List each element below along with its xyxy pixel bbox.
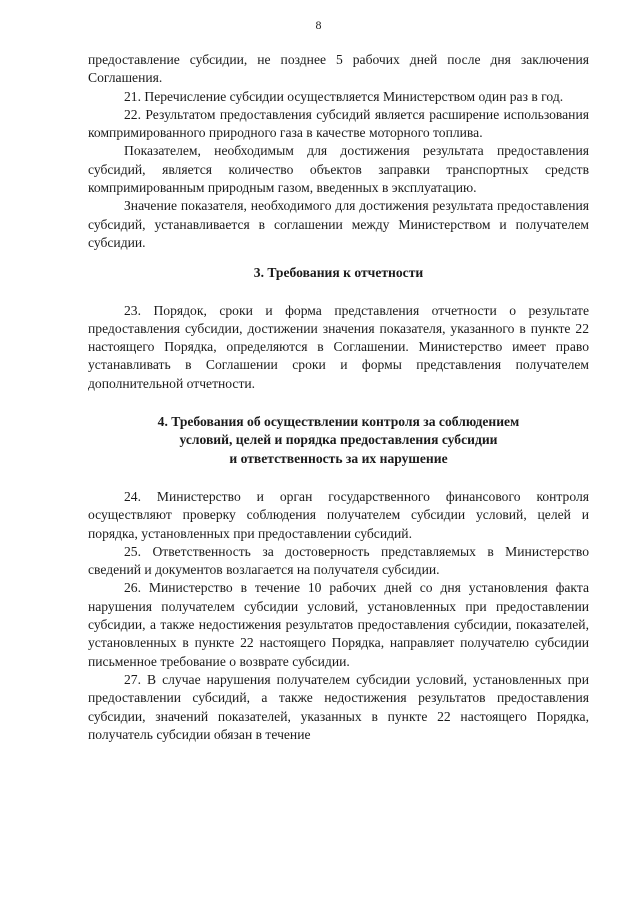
section-3-heading: 3. Требования к отчетности (253, 265, 424, 281)
paragraph-continuation: предоставление субсидии, не позднее 5 рабочих дней после дня заключения Соглашения. (88, 52, 589, 86)
paragraph-26: 26. Министерство в течение 10 рабочих дней со дня установления факта нарушения получателем субсидии условий, установленных при предоставлении субсидии, а также недостижения результатов предоставления субсидии, показателей, установленных в пункте 22 настоящего Порядка, направляет получателю субсидии письменное требование о возврате субсидии. (88, 580, 589, 669)
document-body (88, 51, 589, 744)
section-4-heading-line: условий, целей и порядка предоставления субсидии (179, 432, 498, 448)
paragraph-25: 25. Ответственность за достоверность представляемых в Министерство сведений и документов возлагается на получателя субсидии. (88, 543, 589, 578)
section-4-heading-line: 4. Требования об осуществлении контроля за соблюдением (157, 414, 520, 430)
section-4-heading-line: и ответственность за их нарушение (229, 450, 448, 466)
section-4-heading (88, 413, 589, 468)
paragraph-21: 21. Перечисление субсидии осуществляется Министерством один раз в год. (124, 88, 564, 104)
paragraph-24: 24. Министерство и орган государственного финансового контроля осуществляют проверку соблюдения получателем субсидии условий, целей и порядка, установленных при предоставлении субсидий. (88, 488, 589, 541)
paragraph-23: 23. Порядок, сроки и форма представления отчетности о результате предоставления субсидии, достижении значения показателя, указанного в пункте 22 настоящего Порядка, определяются в Соглашении. Министерство имеет право устанавливать в Соглашении сроки и формы представления получателем дополнительной отчетности. (88, 302, 589, 391)
paragraph-22: 22. Результатом предоставления субсидий является расширение использования компримированного природного газа в качестве моторного топлива. (88, 106, 589, 141)
paragraph-27: 27. В случае нарушения получателем субсидии условий, установленных при предоставлении субсидий, а также недостижения результатов предоставления субсидии, значений показателей, указанных в пункте 22 настоящего Порядка, получатель субсидии обязан в течение (88, 671, 589, 742)
paragraph-indicator-value: Значение показателя, необходимого для достижения результата предоставления субсидий, устанавливается в соглашении между Министерством и получателем субсидии. (88, 198, 589, 250)
paragraph-indicator: Показателем, необходимым для достижения результата предоставления субсидий, является количество объектов заправки транспортных средств компримированным природным газом, введенных в эксплуатацию. (88, 143, 589, 196)
page-number: 8 (315, 18, 322, 32)
